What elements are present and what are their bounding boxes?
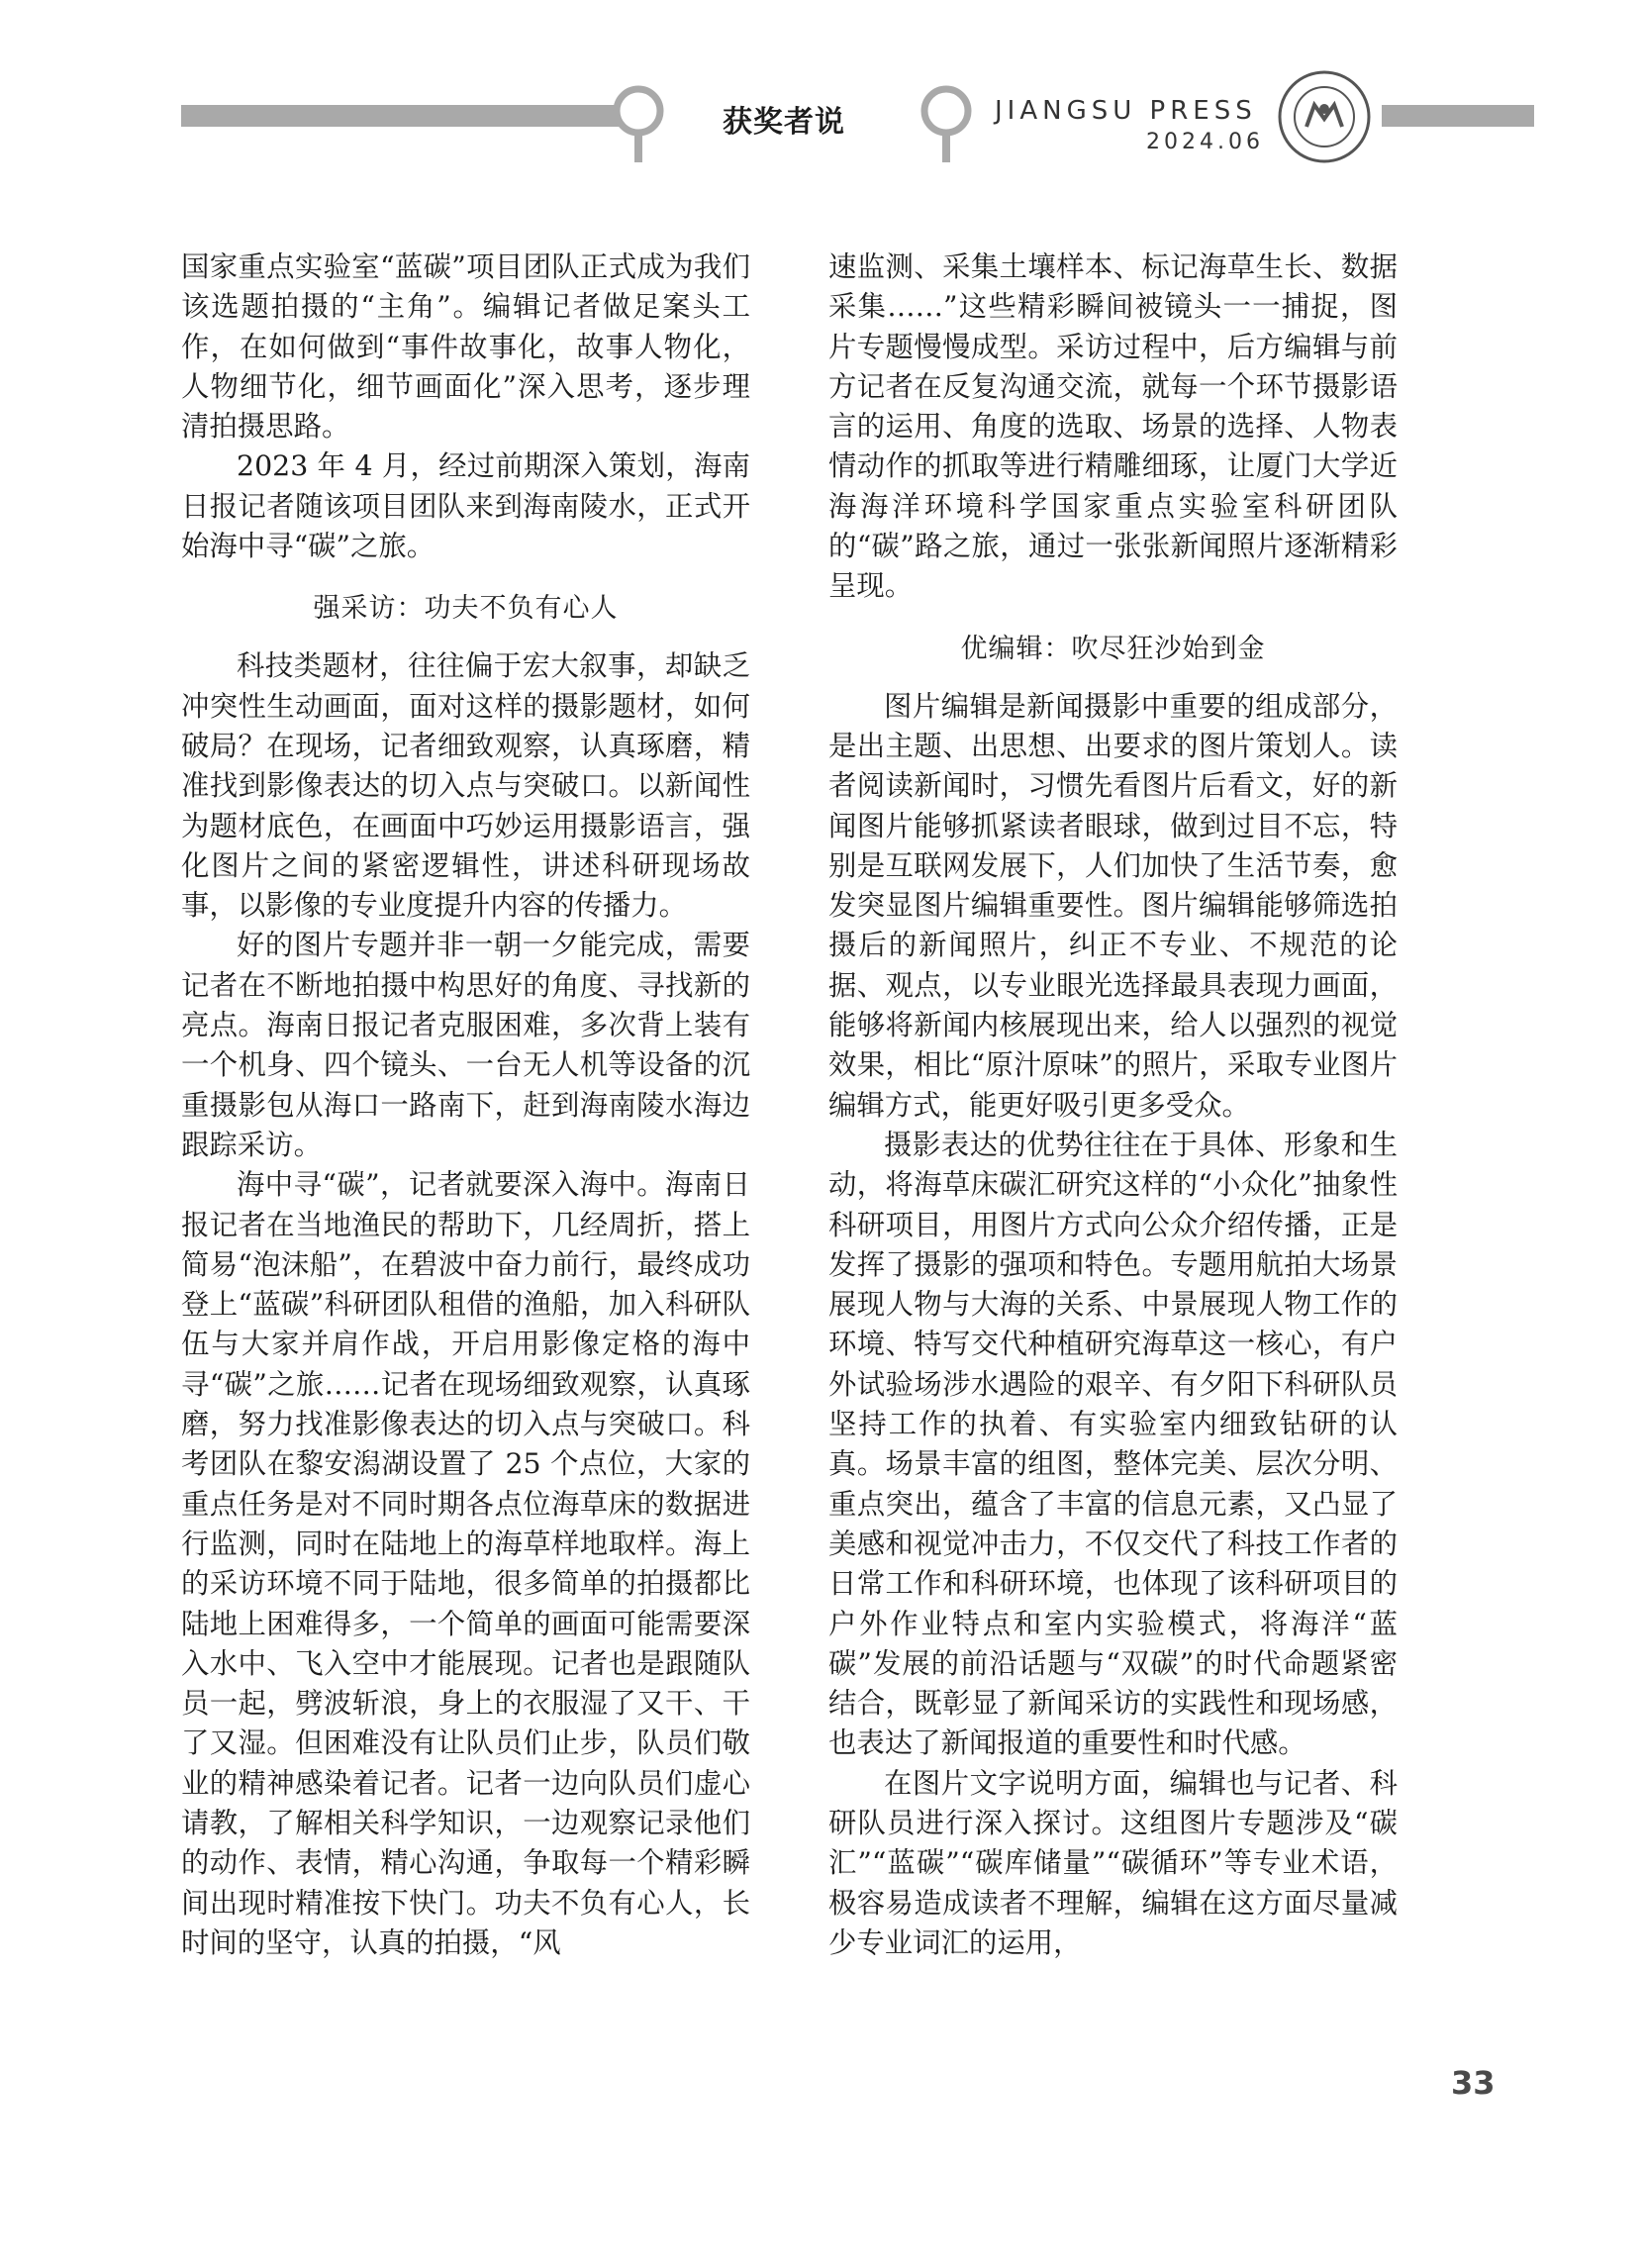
- publication-name: JIANGSU PRESS: [995, 96, 1257, 126]
- right-column: [828, 247, 1398, 1963]
- section-label: 获奖者说: [723, 105, 845, 140]
- section-heading: 强采访：功夫不负有心人: [313, 593, 619, 625]
- paragraph: 图片编辑是新闻摄影中重要的组成部分，是出主题、出思想、出要求的图片策划人。读者阅读新闻时，习惯先看图片后看文，好的新闻图片能够抓紧读者眼球，做到过目不忘，特别是互联网发展下，人们加快了生活节奏，愈发突显图片编辑重要性。图片编辑能够筛选拍摄后的新闻照片，纠正不专业、不规范的论据、观点，以专业眼光选择最具表现力画面，能够将新闻内核展现出来，给人以强烈的视觉效果，相比“原汁原味”的照片，采取专业图片编辑方式，能更好吸引更多受众。: [828, 689, 1398, 1122]
- paragraph: 海中寻“碳”，记者就要深入海中。海南日报记者在当地渔民的帮助下，几经周折，搭上简易“泡沫船”，在碧波中奋力前行，最终成功登上“蓝碳”科研团队租借的渔船，加入科研队伍与大家并肩作战，开启用影像定格的海中寻“碳”之旅……记者在现场细致观察，认真琢磨，努力找准影像表达的切入点与突破口。科考团队在黎安潟湖设置了 25 个点位，大家的重点任务是对不同时期各点位海草床的数据进行监测，同时在陆地上的海草样地取样。海上的采访环境不同于陆地，很多简单的拍摄都比陆地上困难得多，一个简单的画面可能需要深入水中、飞入空中才能展现。记者也是跟随队员一起，劈波斩浪，身上的衣服湿了又干、干了又湿。但困难没有让队员们止步，队员们敬业的精神感染着记者。记者一边向队员们虚心请教，了解相关科学知识，一边观察记录他们的动作、表情，精心沟通，争取每一个精彩瞬间出现时精准按下快门。功夫不负有心人，长时间的坚守，认真的拍摄，“风: [181, 1168, 750, 1959]
- paragraph: 速监测、采集土壤样本、标记海草生长、数据采集……”这些精彩瞬间被镜头一一捕捉，图片专题慢慢成型。采访过程中，后方编辑与前方记者在反复沟通交流，就每一个环节摄影语言的运用、角度的选取、场景的选择、人物表情动作的抓取等进行精雕细琢，让厦门大学近海海洋环境科学国家重点实验室科研团队的“碳”路之旅，通过一张张新闻照片逐渐精彩呈现。: [828, 250, 1398, 603]
- paragraph: 在图片文字说明方面，编辑也与记者、科研队员进行深入探讨。这组图片专题涉及“碳汇”“蓝碳”“碳库储量”“碳循环”等专业术语，极容易造成读者不理解，编辑在这方面尽量减少专业词汇的运用，: [828, 1766, 1398, 1959]
- header-bar-right: [1382, 105, 1534, 127]
- paragraph: 2023 年 4 月，经过前期深入策划，海南日报记者随该项目团队来到海南陵水，正式开始海中寻“碳”之旅。: [181, 449, 750, 563]
- page-number: 33: [1451, 2064, 1496, 2102]
- paragraph: 摄影表达的优势往往在于具体、形象和生动，将海草床碳汇研究这样的“小众化”抽象性科研项目，用图片方式向公众介绍传播，正是发挥了摄影的强项和特色。专题用航拍大场景展现人物与大海的关系、中景展现人物工作的环境、特写交代种植研究海草这一核心，有户外试验场涉水遇险的艰辛、有夕阳下科研队员坚持工作的执着、有实验室内细致钻研的认真。场景丰富的组图，整体完美、层次分明、重点突出，蕴含了丰富的信息元素，又凸显了美感和视觉冲击力，不仅交代了科技工作者的日常工作和科研环境，也体现了该科研项目的户外作业特点和室内实验模式，将海洋“蓝碳”发展的前沿话题与“双碳”的时代命题紧密结合，既彰显了新闻采访的实践性和现场感，也表达了新闻报道的重要性和时代感。: [828, 1128, 1398, 1760]
- association-seal-logo: [1277, 69, 1372, 164]
- paragraph: 科技类题材，往往偏于宏大叙事，却缺乏冲突性生动画面，面对这样的摄影题材，如何破局？在现场，记者细致观察，认真琢磨，精准找到影像表达的切入点与突破口。以新闻性为题材底色，在画面中巧妙运用摄影语言，强化图片之间的紧密逻辑性，讲述科研现场故事，以影像的专业度提升内容的传播力。: [181, 649, 750, 923]
- issue-date: 2024.06: [1146, 130, 1264, 154]
- paragraph: 国家重点实验室“蓝碳”项目团队正式成为我们该选题拍摄的“主角”。编辑记者做足案头工作，在如何做到“事件故事化，故事人物化，人物细节化，细节画面化”深入思考，逐步理清拍摄思路。: [181, 250, 750, 444]
- left-column: [181, 247, 750, 1963]
- paragraph: 好的图片专题并非一朝一夕能完成，需要记者在不断地拍摄中构思好的角度、寻找新的亮点。海南日报记者克服困难，多次背上装有一个机身、四个镜头、一台无人机等设备的沉重摄影包从海口一路南下，赶到海南陵水海边跟踪采访。: [181, 929, 750, 1161]
- header-bar-left: [181, 105, 632, 127]
- location-pin-icon: [914, 85, 979, 164]
- section-heading: 优编辑：吹尽狂沙始到金: [960, 633, 1266, 664]
- location-pin-icon: [606, 85, 671, 164]
